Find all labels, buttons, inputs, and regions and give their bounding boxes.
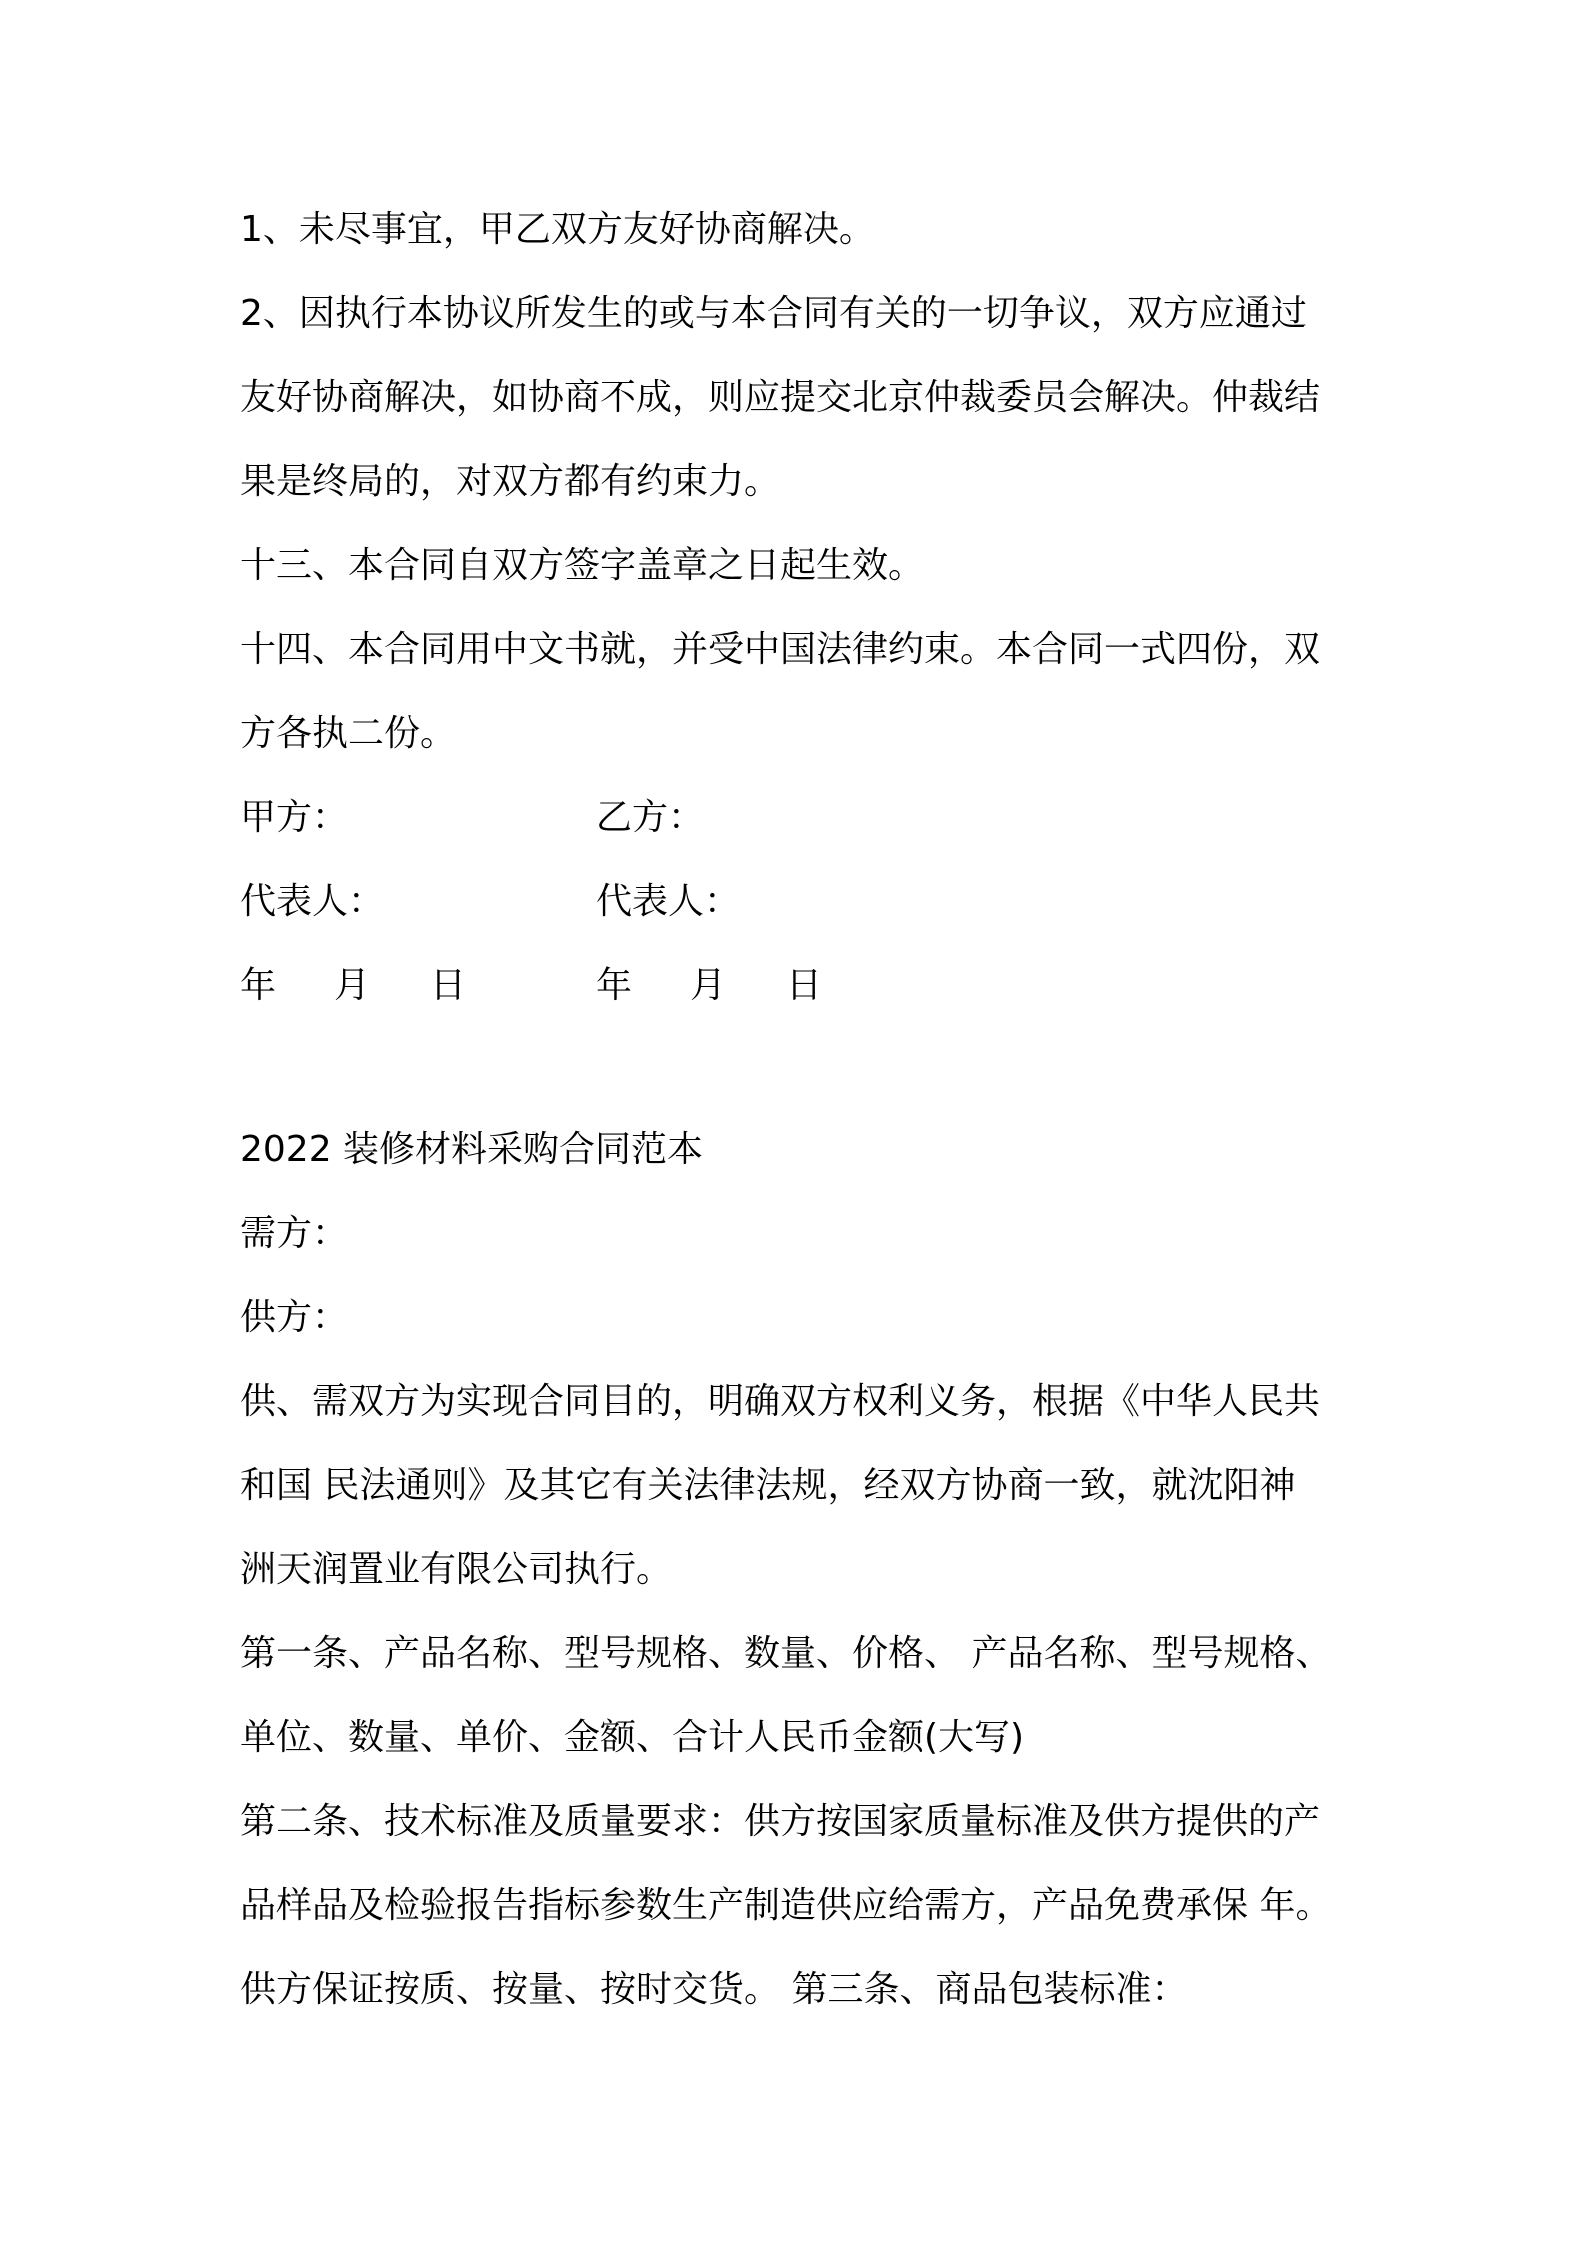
paragraph-line: 供方保证按质、按量、按时交货。 第三条、商品包装标准： xyxy=(240,1969,1188,2010)
paragraph-line: 方各执二份。 xyxy=(240,713,457,754)
paragraph-line: 品样品及检验报告指标参数生产制造供应给需方，产品免费承保 年。 xyxy=(240,1885,1332,1926)
paragraph-line: 洲天润置业有限公司执行。 xyxy=(240,1549,673,1590)
paragraph-line: 1、未尽事宜，甲乙双方友好协商解决。 xyxy=(240,209,875,250)
paragraph-line: 单位、数量、单价、金额、合计人民币金额(大写) xyxy=(240,1717,1025,1758)
paragraph-line: 果是终局的，对双方都有约束力。 xyxy=(240,461,781,502)
date-day-a: 日 xyxy=(430,965,467,1006)
rep-b-label: 代表人： xyxy=(596,881,741,922)
paragraph-line: 2、因执行本协议所发生的或与本合同有关的一切争议，双方应通过 xyxy=(240,293,1307,334)
date-month-b: 月 xyxy=(690,965,727,1006)
date-year-a: 年 xyxy=(240,965,277,1006)
paragraph-line: 十三、本合同自双方签字盖章之日起生效。 xyxy=(240,545,925,586)
paragraph-line: 供、需双方为实现合同目的，明确双方权利义务，根据《中华人民共 xyxy=(240,1381,1321,1422)
date-day-b: 日 xyxy=(786,965,823,1006)
date-month-a: 月 xyxy=(334,965,371,1006)
buyer-label: 需方： xyxy=(240,1213,349,1254)
paragraph-line: 第一条、产品名称、型号规格、数量、价格、 产品名称、型号规格、 xyxy=(240,1633,1332,1674)
rep-a-label: 代表人： xyxy=(240,881,385,922)
supplier-label: 供方： xyxy=(240,1297,349,1338)
party-a-label: 甲方： xyxy=(240,797,349,838)
paragraph-line: 友好协商解决，如协商不成，则应提交北京仲裁委员会解决。仲裁结 xyxy=(240,377,1321,418)
date-year-b: 年 xyxy=(596,965,633,1006)
party-b-label: 乙方： xyxy=(596,797,705,838)
paragraph-line: 十四、本合同用中文书就，并受中国法律约束。本合同一式四份，双 xyxy=(240,629,1321,670)
paragraph-line: 第二条、技术标准及质量要求：供方按国家质量标准及供方提供的产 xyxy=(240,1801,1321,1842)
paragraph-line: 和国 民法通则》及其它有关法律法规，经双方协商一致，就沈阳神 xyxy=(240,1465,1296,1506)
document-title: 2022 装修材料采购合同范本 xyxy=(240,1129,704,1170)
